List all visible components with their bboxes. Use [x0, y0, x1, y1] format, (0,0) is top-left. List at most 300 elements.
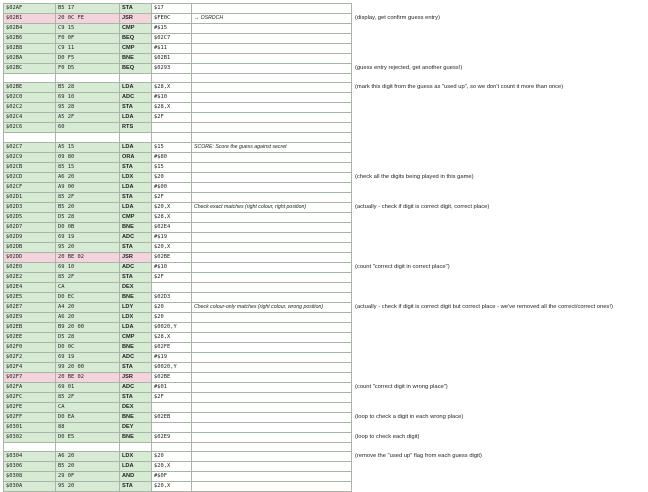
hex-bytes-cell — [56, 442, 120, 451]
hex-bytes-cell: 69 19 — [56, 352, 120, 362]
operand-cell: #$80 — [152, 152, 192, 162]
table-row — [4, 262, 646, 272]
hex-bytes-cell: B9 20 00 — [56, 322, 120, 332]
mnemonic-cell: CMP — [120, 24, 152, 34]
comment-cell — [192, 452, 352, 462]
operand-cell: #$15 — [152, 24, 192, 34]
comment-cell — [192, 212, 352, 222]
address-cell: $02BA — [4, 54, 56, 64]
address-cell: $02E5 — [4, 292, 56, 302]
mnemonic-cell: BNE — [120, 292, 152, 302]
comment-cell: Check exact matches (right colour, right position) — [192, 202, 352, 212]
table-row — [4, 202, 646, 212]
operand-cell: $17 — [152, 4, 192, 14]
note-cell — [352, 142, 646, 152]
address-cell: $02F2 — [4, 352, 56, 362]
comment-cell — [192, 232, 352, 242]
mnemonic-cell: LDA — [120, 322, 152, 332]
mnemonic-cell: STA — [120, 242, 152, 252]
hex-bytes-cell: 95 20 — [56, 242, 120, 252]
table-row — [4, 64, 646, 74]
note-cell — [352, 93, 646, 103]
hex-bytes-cell: D0 EC — [56, 292, 120, 302]
hex-bytes-cell: A6 20 — [56, 452, 120, 462]
address-cell: $02CD — [4, 172, 56, 182]
mnemonic-cell: JSR — [120, 252, 152, 262]
hex-bytes-cell: 69 10 — [56, 262, 120, 272]
operand-cell: $0293 — [152, 64, 192, 74]
note-cell — [352, 222, 646, 232]
mnemonic-cell: BNE — [120, 432, 152, 442]
address-cell — [4, 442, 56, 451]
note-cell — [352, 74, 646, 83]
address-cell: $02DB — [4, 242, 56, 252]
mnemonic-cell: LDA — [120, 83, 152, 93]
mnemonic-cell: STA — [120, 392, 152, 402]
comment-cell — [192, 392, 352, 402]
mnemonic-cell: STA — [120, 272, 152, 282]
operand-cell: #$11 — [152, 44, 192, 54]
operand-cell: $20,X — [152, 202, 192, 212]
note-cell — [352, 482, 646, 492]
note-cell — [352, 402, 646, 412]
table-row — [4, 34, 646, 44]
note-cell — [352, 312, 646, 322]
mnemonic-cell — [120, 442, 152, 451]
mnemonic-cell: LDA — [120, 182, 152, 192]
table-row — [4, 93, 646, 103]
address-cell: $02F0 — [4, 342, 56, 352]
hex-bytes-cell: C9 11 — [56, 44, 120, 54]
operand-cell: $20 — [152, 302, 192, 312]
address-cell: $02EB — [4, 322, 56, 332]
hex-bytes-cell: F0 0F — [56, 34, 120, 44]
address-cell: $02FE — [4, 402, 56, 412]
table-row — [4, 362, 646, 372]
operand-cell: $20 — [152, 172, 192, 182]
operand-cell: $02EB — [152, 412, 192, 422]
comment-cell — [192, 113, 352, 123]
comment-cell — [192, 182, 352, 192]
operand-cell: $02BE — [152, 252, 192, 262]
hex-bytes-cell: A9 00 — [56, 182, 120, 192]
operand-cell — [152, 402, 192, 412]
comment-cell — [192, 4, 352, 14]
mnemonic-cell — [120, 133, 152, 142]
comment-cell — [192, 252, 352, 262]
comment-cell — [192, 432, 352, 442]
address-cell: $02B8 — [4, 44, 56, 54]
mnemonic-cell: RTS — [120, 123, 152, 133]
table-row — [4, 222, 646, 232]
mnemonic-cell: DEY — [120, 422, 152, 432]
operand-cell — [152, 422, 192, 432]
hex-bytes-cell: 95 28 — [56, 103, 120, 113]
address-cell: $02FA — [4, 382, 56, 392]
comment-cell — [192, 192, 352, 202]
table-row — [4, 192, 646, 202]
table-row — [4, 242, 646, 252]
comment-cell — [192, 282, 352, 292]
hex-bytes-cell: 09 80 — [56, 152, 120, 162]
comment-cell — [192, 242, 352, 252]
comment-cell — [192, 152, 352, 162]
operand-cell — [152, 123, 192, 133]
comment-cell — [192, 412, 352, 422]
address-cell: $02C0 — [4, 93, 56, 103]
mnemonic-cell: LDY — [120, 302, 152, 312]
mnemonic-cell: ADC — [120, 93, 152, 103]
mnemonic-cell: ORA — [120, 152, 152, 162]
hex-bytes-cell: 88 — [56, 422, 120, 432]
address-cell: $02D7 — [4, 222, 56, 232]
mnemonic-cell: LDX — [120, 312, 152, 322]
mnemonic-cell: ADC — [120, 352, 152, 362]
hex-bytes-cell: 20 BE 02 — [56, 372, 120, 382]
operand-cell: $15 — [152, 142, 192, 152]
note-cell: (loop to check each digit) — [355, 433, 420, 440]
note-cell — [352, 282, 646, 292]
address-cell: $0301 — [4, 422, 56, 432]
operand-cell — [152, 442, 192, 451]
comment-cell — [192, 482, 352, 492]
hex-bytes-cell: B5 17 — [56, 4, 120, 14]
note-cell — [352, 34, 646, 44]
address-cell: $030A — [4, 482, 56, 492]
mnemonic-cell: LDX — [120, 172, 152, 182]
table-row — [4, 412, 646, 422]
comment-cell — [192, 382, 352, 392]
comment-cell — [192, 312, 352, 322]
table-row — [4, 83, 646, 93]
address-cell — [4, 74, 56, 83]
operand-cell: $2F — [152, 192, 192, 202]
comment-cell — [192, 222, 352, 232]
hex-bytes-cell: 69 01 — [56, 382, 120, 392]
table-row — [4, 342, 646, 352]
operand-cell: $20,X — [152, 482, 192, 492]
comment-cell — [192, 44, 352, 54]
operand-cell — [152, 133, 192, 142]
mnemonic-cell — [120, 74, 152, 83]
table-row — [4, 432, 646, 442]
table-row — [4, 103, 646, 113]
note-cell: (loop to check a digit in each wrong place) — [355, 413, 464, 420]
address-cell: $02DD — [4, 252, 56, 262]
hex-bytes-cell: 85 2F — [56, 392, 120, 402]
hex-bytes-cell: 85 2F — [56, 192, 120, 202]
note-cell — [352, 322, 646, 332]
hex-bytes-cell: 99 20 00 — [56, 362, 120, 372]
mnemonic-cell: DEX — [120, 402, 152, 412]
comment-cell: → OSRDCH — [192, 14, 352, 24]
note-cell: (guess entry rejected, get another guess!) — [355, 65, 463, 71]
hex-bytes-cell: C9 15 — [56, 24, 120, 34]
address-cell: $0308 — [4, 472, 56, 482]
table-row — [4, 133, 646, 142]
mnemonic-cell: LDX — [120, 452, 152, 462]
hex-bytes-cell: CA — [56, 402, 120, 412]
note-cell — [352, 272, 646, 282]
hex-bytes-cell: 20 0C FE — [56, 14, 120, 24]
hex-bytes-cell: 85 2F — [56, 272, 120, 282]
mnemonic-cell: CMP — [120, 212, 152, 222]
table-row — [4, 182, 646, 192]
address-cell — [4, 133, 56, 142]
address-cell: $02D9 — [4, 232, 56, 242]
disassembly-table — [3, 3, 646, 492]
operand-cell: #$19 — [152, 232, 192, 242]
mnemonic-cell: BNE — [120, 54, 152, 64]
hex-bytes-cell — [56, 133, 120, 142]
operand-cell: $02E9 — [152, 432, 192, 442]
table-row — [4, 302, 646, 312]
table-row — [4, 442, 646, 451]
note-cell — [352, 113, 646, 123]
operand-cell: $2F — [152, 113, 192, 123]
address-cell: $02F4 — [4, 362, 56, 372]
address-cell: $02D3 — [4, 202, 56, 212]
comment-cell — [192, 342, 352, 352]
note-cell — [352, 232, 646, 242]
mnemonic-cell: BNE — [120, 222, 152, 232]
address-cell: $02BC — [4, 64, 56, 74]
note-cell: (count "correct digit in wrong place") — [355, 383, 448, 390]
address-cell: $0304 — [4, 452, 56, 462]
address-cell: $0306 — [4, 462, 56, 472]
comment-cell — [192, 74, 352, 83]
operand-cell: $20 — [152, 312, 192, 322]
note-cell — [352, 212, 646, 222]
note-cell — [352, 342, 646, 352]
hex-bytes-cell — [56, 74, 120, 83]
comment-cell: Check colour-only matches (right colour, wrong position) — [192, 302, 352, 312]
note-cell — [352, 133, 646, 142]
mnemonic-cell: STA — [120, 362, 152, 372]
mnemonic-cell: JSR — [120, 372, 152, 382]
mnemonic-cell: STA — [120, 482, 152, 492]
table-row — [4, 382, 646, 392]
operand-cell: #$10 — [152, 93, 192, 103]
comment-cell — [192, 332, 352, 342]
comment-cell — [192, 372, 352, 382]
table-row — [4, 392, 646, 402]
table-row — [4, 152, 646, 162]
note-cell — [352, 372, 646, 382]
note-cell: (actually - check if digit is correct digit but correct place - we've removed all the correct/correct ones!) — [355, 303, 613, 310]
disassembly-body — [4, 4, 646, 492]
address-cell: $02FC — [4, 392, 56, 402]
mnemonic-cell: BEQ — [120, 34, 152, 44]
operand-cell: $0020,Y — [152, 362, 192, 372]
address-cell: $02CB — [4, 162, 56, 172]
operand-cell: #$00 — [152, 182, 192, 192]
operand-cell: #$01 — [152, 382, 192, 392]
mnemonic-cell: DEX — [120, 282, 152, 292]
operand-cell: $20,X — [152, 242, 192, 252]
note-cell — [352, 242, 646, 252]
address-cell: $0302 — [4, 432, 56, 442]
table-row — [4, 272, 646, 282]
table-row — [4, 422, 646, 432]
table-row — [4, 113, 646, 123]
mnemonic-cell: CMP — [120, 332, 152, 342]
note-cell — [352, 422, 646, 432]
note-cell — [352, 54, 646, 64]
table-row — [4, 54, 646, 64]
operand-cell: $02E4 — [152, 222, 192, 232]
address-cell: $02C4 — [4, 113, 56, 123]
table-row — [4, 322, 646, 332]
mnemonic-cell: ADC — [120, 262, 152, 272]
operand-cell: $02BE — [152, 372, 192, 382]
address-cell: $02C2 — [4, 103, 56, 113]
operand-cell: $28,X — [152, 83, 192, 93]
mnemonic-cell: STA — [120, 4, 152, 14]
address-cell: $02E0 — [4, 262, 56, 272]
mnemonic-cell: JSR — [120, 14, 152, 24]
table-row — [4, 282, 646, 292]
operand-cell: $02C7 — [152, 34, 192, 44]
hex-bytes-cell: B5 20 — [56, 462, 120, 472]
table-row — [4, 123, 646, 133]
hex-bytes-cell: D0 E5 — [56, 432, 120, 442]
mnemonic-cell: CMP — [120, 44, 152, 54]
mnemonic-cell: ADC — [120, 382, 152, 392]
mnemonic-cell: LDA — [120, 462, 152, 472]
hex-bytes-cell: A6 20 — [56, 172, 120, 182]
address-cell: $02AF — [4, 4, 56, 14]
hex-bytes-cell: 20 BE 02 — [56, 252, 120, 262]
comment-cell — [192, 362, 352, 372]
note-cell — [352, 162, 646, 172]
address-cell: $02E4 — [4, 282, 56, 292]
address-cell: $02D1 — [4, 192, 56, 202]
address-cell: $02FF — [4, 412, 56, 422]
operand-cell: $28,X — [152, 103, 192, 113]
mnemonic-cell: LDA — [120, 113, 152, 123]
table-row — [4, 352, 646, 362]
comment-cell — [192, 93, 352, 103]
operand-cell: $15 — [152, 162, 192, 172]
table-row — [4, 252, 646, 262]
table-row — [4, 402, 646, 412]
operand-cell: $FE0C — [152, 14, 192, 24]
hex-bytes-cell: A5 15 — [56, 142, 120, 152]
operand-cell: $20,X — [152, 462, 192, 472]
operand-cell: #$10 — [152, 262, 192, 272]
hex-bytes-cell: 69 10 — [56, 93, 120, 103]
note-cell — [352, 392, 646, 402]
comment-cell — [192, 64, 352, 74]
note-cell: (actually - check if digit is correct digit, correct place) — [355, 203, 490, 210]
table-row — [4, 142, 646, 152]
comment-cell — [192, 123, 352, 133]
hex-bytes-cell: 29 0F — [56, 472, 120, 482]
address-cell: $02B1 — [4, 14, 56, 24]
note-cell — [352, 44, 646, 54]
operand-cell: $28,X — [152, 332, 192, 342]
table-row — [4, 232, 646, 242]
comment-cell — [192, 422, 352, 432]
comment-cell — [192, 292, 352, 302]
table-row — [4, 44, 646, 54]
note-cell — [352, 442, 646, 451]
hex-bytes-cell: 95 20 — [56, 482, 120, 492]
note-cell — [352, 24, 646, 34]
table-row — [4, 312, 646, 322]
hex-bytes-cell: B5 28 — [56, 83, 120, 93]
address-cell: $02F7 — [4, 372, 56, 382]
comment-cell — [192, 54, 352, 64]
comment-cell — [192, 402, 352, 412]
table-row — [4, 332, 646, 342]
table-row — [4, 24, 646, 34]
note-cell: (mark this digit from the guess as "used up", so we don't count it more than once) — [355, 84, 564, 91]
operand-cell: $20 — [152, 452, 192, 462]
comment-cell — [192, 83, 352, 93]
note-cell — [352, 352, 646, 362]
mnemonic-cell: STA — [120, 192, 152, 202]
mnemonic-cell: LDA — [120, 142, 152, 152]
comment-cell — [192, 352, 352, 362]
operand-cell: $02D3 — [152, 292, 192, 302]
comment-cell — [192, 322, 352, 332]
note-cell — [352, 292, 646, 302]
operand-cell — [152, 282, 192, 292]
note-cell — [352, 123, 646, 133]
table-row — [4, 372, 646, 382]
note-cell — [352, 462, 646, 472]
address-cell: $02C7 — [4, 142, 56, 152]
comment-cell — [192, 272, 352, 282]
address-cell: $02EE — [4, 332, 56, 342]
address-cell: $02B6 — [4, 34, 56, 44]
hex-bytes-cell: CA — [56, 282, 120, 292]
hex-bytes-cell: F0 D5 — [56, 64, 120, 74]
address-cell: $02BE — [4, 83, 56, 93]
mnemonic-cell: BNE — [120, 412, 152, 422]
note-cell — [352, 192, 646, 202]
mnemonic-cell: BEQ — [120, 64, 152, 74]
table-row — [4, 74, 646, 83]
note-cell: (count "correct digit in correct place") — [355, 263, 450, 270]
note-cell — [352, 332, 646, 342]
operand-cell: #$19 — [152, 352, 192, 362]
comment-cell — [192, 24, 352, 34]
table-row — [4, 4, 646, 14]
operand-cell — [152, 74, 192, 83]
table-row — [4, 482, 646, 492]
comment-cell — [192, 472, 352, 482]
address-cell: $02CF — [4, 182, 56, 192]
hex-bytes-cell: 69 19 — [56, 232, 120, 242]
hex-bytes-cell: B5 20 — [56, 202, 120, 212]
mnemonic-cell: STA — [120, 103, 152, 113]
operand-cell: $0020,Y — [152, 322, 192, 332]
address-cell: $02E9 — [4, 312, 56, 322]
note-cell: (check all the digits being played in this game) — [355, 173, 474, 180]
comment-cell — [192, 172, 352, 182]
operand-cell: #$0F — [152, 472, 192, 482]
note-cell — [352, 252, 646, 262]
address-cell: $02C6 — [4, 123, 56, 133]
hex-bytes-cell: A4 20 — [56, 302, 120, 312]
address-cell: $02C9 — [4, 152, 56, 162]
hex-bytes-cell: A5 2F — [56, 113, 120, 123]
comment-cell — [192, 162, 352, 172]
hex-bytes-cell: A6 20 — [56, 312, 120, 322]
